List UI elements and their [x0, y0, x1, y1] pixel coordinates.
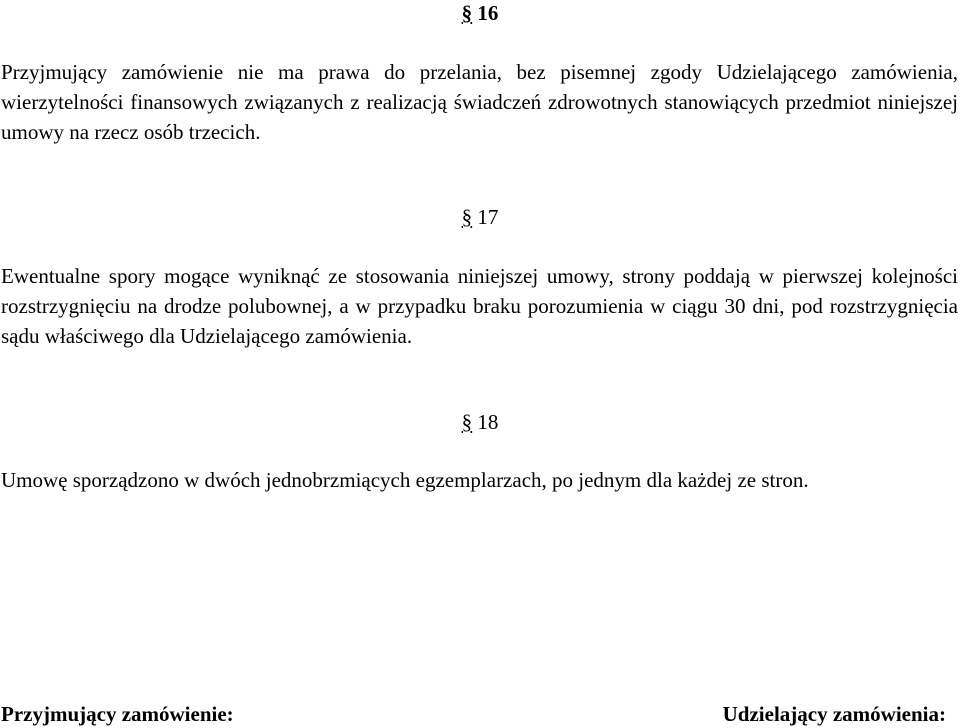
section-17-text: Ewentualne spory mogące wyniknąć ze stosowania niniejszej umowy, strony poddają w pierwszej kolejności rozstrzygnięciu na drodze polubownej, a w przypadku braku porozumienia w ciągu 30 dni, pod rozstrzygnięcia sądu właściwego dla Udzielającego zamówienia.	[1, 264, 958, 348]
section-number-16: 16	[477, 1, 499, 25]
section-number-17: 17	[477, 205, 499, 229]
section-sign-16: §	[461, 1, 473, 25]
section-sign-18: §	[461, 410, 473, 434]
section-number-18: 18	[477, 410, 499, 434]
section-17-heading	[0, 205, 960, 229]
section-16-heading	[0, 1, 960, 25]
section-sign-17: §	[461, 205, 473, 229]
signature-contractor-label: Przyjmujący zamówienie:	[1, 702, 234, 726]
section-16-text: Przyjmujący zamówienie nie ma prawa do przelania, bez pisemnej zgody Udzielającego zamówienia, wierzytelności finansowych związanych z realizacją świadczeń zdrowotnych stanowiących przedmiot niniejszej umowy na rzecz osób trzecich.	[1, 60, 958, 144]
section-18-heading	[0, 410, 960, 434]
signature-ordering-party-label: Udzielający zamówienia:	[722, 702, 946, 726]
section-18-text: Umowę sporządzono w dwóch jednobrzmiących egzemplarzach, po jednym dla każdej ze stron.	[1, 468, 809, 492]
